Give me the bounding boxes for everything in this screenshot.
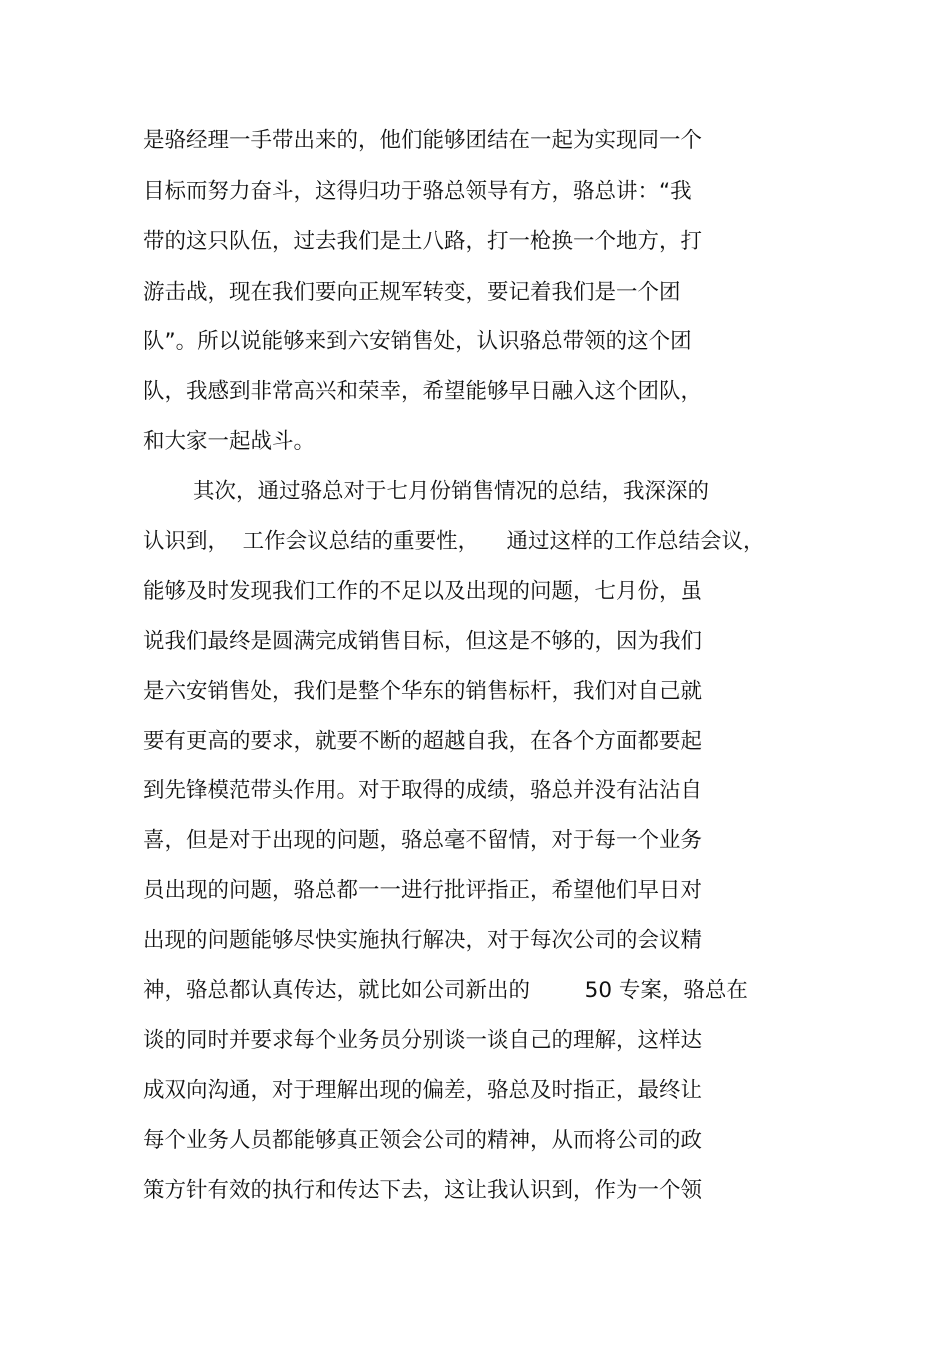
- text-line: 员出现的问题，骆总都一一进行批评指正，希望他们早日对: [143, 878, 703, 903]
- text-line: 队”。所以说能够来到六安销售处，认识骆总带领的这个团: [143, 329, 692, 354]
- text-line: 能够及时发现我们工作的不足以及出现的问题，七月份，虽: [143, 579, 703, 604]
- text-line: 神，骆总都认真传达，就比如公司新出的 50 专案，骆总在: [143, 978, 748, 1003]
- text-line: 要有更高的要求，就要不断的超越自我，在各个方面都要起: [143, 729, 703, 754]
- text-line: 是骆经理一手带出来的，他们能够团结在一起为实现同一个: [143, 128, 703, 153]
- paragraph-first-line: 其次，通过骆总对于七月份销售情况的总结，我深深的: [193, 479, 710, 504]
- text-line: 成双向沟通，对于理解出现的偏差，骆总及时指正，最终让: [143, 1078, 703, 1103]
- text-line: 和大家一起战斗。: [143, 429, 316, 454]
- text-line: 队，我感到非常高兴和荣幸，希望能够早日融入这个团队，: [143, 379, 703, 404]
- text-line: 到先锋模范带头作用。对于取得的成绩，骆总并没有沾沾自: [143, 778, 703, 803]
- text-line: 出现的问题能够尽快实施执行解决，对于每次公司的会议精: [143, 928, 703, 953]
- text-line: 喜，但是对于出现的问题，骆总毫不留情，对于每一个业务: [143, 828, 703, 853]
- text-line: 每个业务人员都能够真正领会公司的精神，从而将公司的政: [143, 1128, 703, 1153]
- text-line: 目标而努力奋斗，这得归功于骆总领导有方，骆总讲：“我: [143, 179, 692, 204]
- text-line: 带的这只队伍，过去我们是土八路，打一枪换一个地方，打: [143, 229, 703, 254]
- text-line: 认识到， 工作会议总结的重要性， 通过这样的工作总结会议，: [143, 529, 765, 554]
- text-line: 游击战，现在我们要向正规军转变，要记着我们是一个团: [143, 280, 681, 305]
- text-line: 是六安销售处，我们是整个华东的销售标杆，我们对自己就: [143, 679, 703, 704]
- text-line: 策方针有效的执行和传达下去，这让我认识到，作为一个领: [143, 1178, 703, 1203]
- text-line: 说我们最终是圆满完成销售目标，但这是不够的，因为我们: [143, 629, 703, 654]
- text-line: 谈的同时并要求每个业务员分别谈一谈自己的理解，这样达: [143, 1028, 703, 1053]
